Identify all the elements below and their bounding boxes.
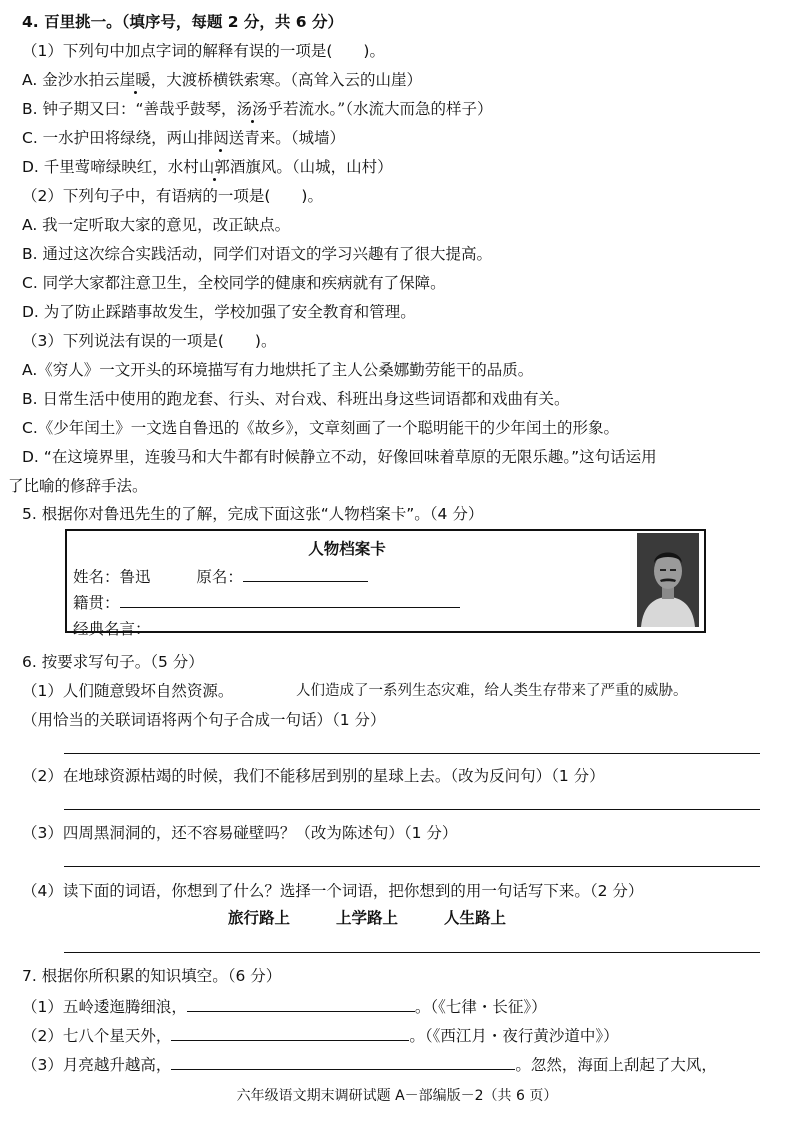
- q4-1-option-d: D. 千里莺啼绿映红，水村山郭酒旗风。（山城，山村）: [22, 158, 393, 176]
- q4-3-option-b: B. 日常生活中使用的跑龙套、行头、对台戏、科班出身这些词语都和戏曲有关。: [22, 390, 570, 408]
- fill-blank-3[interactable]: [171, 1053, 515, 1070]
- fill-blank-2[interactable]: [171, 1024, 409, 1041]
- q5-heading: 5. 根据你对鲁迅先生的了解，完成下面这张“人物档案卡”。（4 分）: [22, 505, 484, 523]
- q4-2-option-a: A. 我一定听取大家的意见，改正缺点。: [22, 216, 291, 234]
- q6-1-requirement: （用恰当的关联词语将两个句子合成一句话）（1 分）: [22, 711, 386, 729]
- q6-4-word-list: [228, 908, 552, 928]
- portrait-icon: [637, 533, 699, 627]
- q6-4-prompt: （4）读下面的词语，你想到了什么？选择一个词语，把你想到的用一句话写下来。（2 分）: [22, 882, 644, 900]
- q4-3-option-a: A.《穷人》一文开头的环境描写有力地烘托了主人公桑娜勤劳能干的品质。: [22, 361, 534, 379]
- q4-2-option-d: D. 为了防止踩踏事故发生，学校加强了安全教育和管理。: [22, 303, 416, 321]
- q4-3-option-d: D. “在这境界里，连骏马和大牛都有时候静立不动，好像回味着草原的无限乐趣。”这句话运用: [22, 448, 657, 466]
- q6-heading: 6. 按要求写句子。（5 分）: [22, 653, 204, 671]
- q4-2-option-b: B. 通过这次综合实践活动，同学们对语文的学习兴趣有了很大提高。: [22, 245, 492, 263]
- portrait-photo: [637, 533, 699, 627]
- fill-blank-1[interactable]: [187, 995, 415, 1012]
- q7-line-3: （3）月亮越升越高， 。忽然，海面上刮起了大风，: [22, 1053, 717, 1075]
- quote-label: 经典名言：: [73, 620, 151, 638]
- q4-1-option-c: C. 一水护田将绿绕，两山排闼送青来。（城墙）: [22, 129, 345, 147]
- original-name-label: 原名：: [196, 568, 243, 586]
- hometown-label: 籍贯：: [73, 594, 120, 612]
- q6-2-prompt: （2）在地球资源枯竭的时候，我们不能移居到别的星球上去。（改为反问句）（1 分）: [22, 767, 605, 785]
- name-row: [73, 565, 368, 587]
- hometown-blank[interactable]: [120, 591, 460, 608]
- q4-heading: 4. 百里挑一。（填序号，每题 2 分，共 6 分）: [22, 13, 343, 31]
- q7-line-1: （1）五岭逶迤腾细浪， 。（《七律・长征》）: [22, 995, 547, 1017]
- original-name-blank[interactable]: [243, 565, 368, 582]
- q6-1-sentence-a: （1）人们随意毁坏自然资源。: [22, 682, 234, 700]
- q4-3-prompt: （3）下列说法有误的一项是( )。: [22, 332, 277, 350]
- word-life: 人生路上: [444, 908, 507, 927]
- word-school: 上学路上: [336, 908, 399, 927]
- q4-3-option-d-cont: 了比喻的修辞手法。: [8, 477, 148, 495]
- q4-2-option-c: C. 同学大家都注意卫生，全校同学的健康和疾病就有了保障。: [22, 274, 446, 292]
- name-label: 姓名：鲁迅: [73, 568, 151, 586]
- answer-line-6-3[interactable]: [64, 866, 760, 867]
- answer-line-6-1[interactable]: [64, 753, 760, 754]
- q7-line-2: （2）七八个星天外， 。（《西江月・夜行黄沙道中》）: [22, 1024, 619, 1046]
- answer-line-6-2[interactable]: [64, 809, 760, 810]
- q4-3-option-c: C.《少年闰土》一文选自鲁迅的《故乡》，文章刻画了一个聪明能干的少年闰土的形象。: [22, 419, 620, 437]
- q4-2-prompt: （2）下列句子中，有语病的一项是( )。: [22, 187, 323, 205]
- q6-3-prompt: （3）四周黑洞洞的，还不容易碰壁吗？（改为陈述句）（1 分）: [22, 824, 458, 842]
- answer-line-6-4[interactable]: [64, 952, 760, 953]
- page-footer: 六年级语文期末调研试题 A－部编版－2（共 6 页）: [236, 1088, 558, 1104]
- word-travel: 旅行路上: [228, 908, 291, 927]
- q7-heading: 7. 根据你所积累的知识填空。（6 分）: [22, 967, 282, 985]
- q6-1-sentence-b: 人们造成了一系列生态灾难，给人类生存带来了严重的威胁。: [296, 683, 688, 699]
- card-title: 人物档案卡: [308, 540, 386, 558]
- q4-1-option-a: A. 金沙水拍云崖暖，大渡桥横铁索寒。（高耸入云的山崖）: [22, 71, 422, 89]
- q4-1-prompt: （1）下列句中加点字词的解释有误的一项是( )。: [22, 42, 385, 60]
- quote-row: [73, 617, 151, 639]
- hometown-row: [73, 591, 460, 613]
- q4-1-option-b: B. 钟子期又曰：“善哉乎鼓琴，汤汤乎若流水。”（水流大而急的样子）: [22, 100, 493, 118]
- profile-card: [65, 529, 706, 638]
